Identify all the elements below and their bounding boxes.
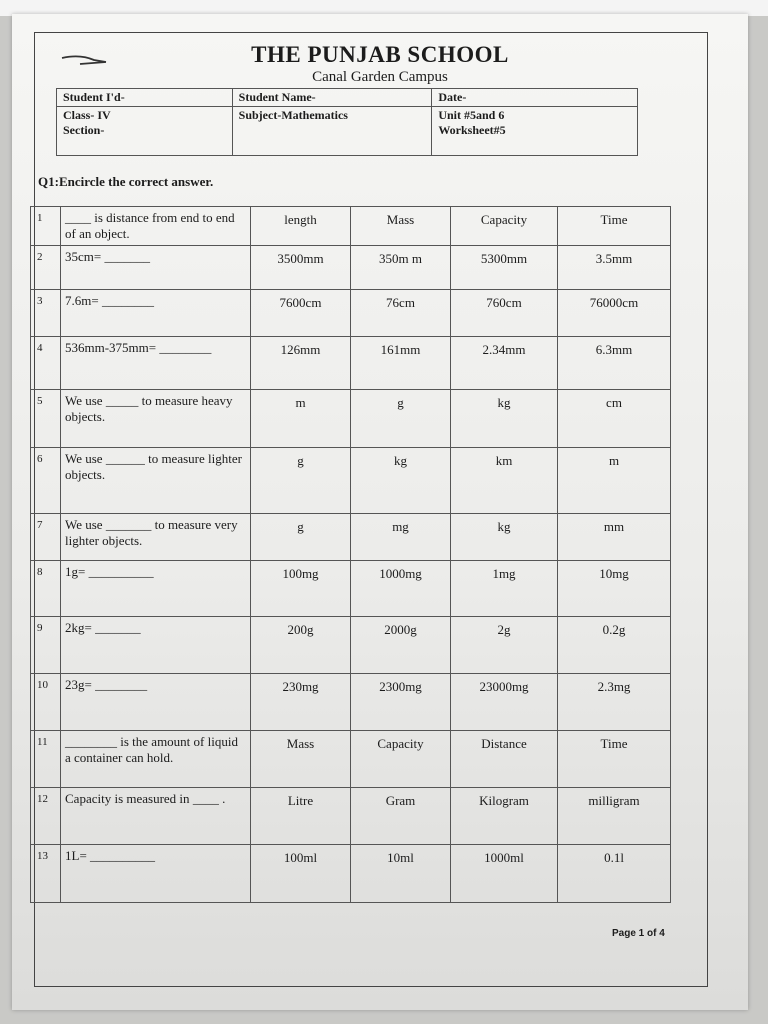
question-number: 13 [31,845,61,903]
question-number: 10 [31,674,61,731]
question-suffix: to measure very lighter objects. [65,517,238,548]
answer-blank: __________ [90,848,156,863]
answer-option-3[interactable]: 1mg [451,561,558,617]
answer-blank: ________ [95,677,148,692]
answer-option-2[interactable]: 10ml [351,845,451,903]
question-suffix: to measure heavy objects. [65,393,233,424]
answer-option-4[interactable]: m [558,448,671,514]
question-text [61,731,251,788]
question-prefix: 2kg= [65,620,92,635]
question-suffix: . [222,791,226,806]
student-name-field: Student Name- [232,89,432,107]
campus-name: Canal Garden Campus [312,69,448,85]
answer-option-1[interactable]: Litre [251,788,351,845]
student-id-field: Student I'd- [57,89,233,107]
question-prefix: We use [65,451,103,466]
question-number: 8 [31,561,61,617]
answer-option-2[interactable]: mg [351,514,451,561]
answer-option-2[interactable]: Capacity [351,731,451,788]
answer-option-1[interactable]: m [251,390,351,448]
answer-option-2[interactable]: 2300mg [351,674,451,731]
subject-field: Subject-Mathematics [232,107,432,156]
answer-option-1[interactable]: 7600cm [251,290,351,337]
question-row [31,674,671,731]
answer-blank: ________ [159,340,212,355]
question-prefix: 7.6m= [65,293,99,308]
question-text [61,246,251,290]
answer-option-3[interactable]: Capacity [451,207,558,246]
question-text [61,788,251,845]
answer-option-4[interactable]: cm [558,390,671,448]
answer-option-1[interactable]: g [251,448,351,514]
answer-option-2[interactable]: 161mm [351,337,451,390]
question-prefix: 536mm-375mm= [65,340,157,355]
school-title: THE PUNJAB SCHOOL [251,42,509,67]
date-field: Date- [432,89,638,107]
class-field: Class- IV [63,108,111,122]
question-prefix: Capacity is measured in [65,791,190,806]
answer-option-3[interactable]: 2.34mm [451,337,558,390]
answer-option-3[interactable]: Kilogram [451,788,558,845]
answer-option-3[interactable]: 5300mm [451,246,558,290]
question-row [31,514,671,561]
answer-option-3[interactable]: kg [451,390,558,448]
question-prefix: 1L= [65,848,87,863]
question-suffix: to measure lighter objects. [65,451,242,482]
answer-option-3[interactable]: 760cm [451,290,558,337]
answer-option-4[interactable]: 3.5mm [558,246,671,290]
answer-blank: ____ [65,210,91,225]
answer-option-4[interactable]: 10mg [558,561,671,617]
answer-option-1[interactable]: 230mg [251,674,351,731]
answer-option-3[interactable]: 1000ml [451,845,558,903]
question-row [31,290,671,337]
answer-option-2[interactable]: 76cm [351,290,451,337]
question-prefix: 23g= [65,677,92,692]
question-text [61,617,251,674]
answer-blank: ________ [65,734,117,749]
question-row [31,731,671,788]
answer-option-4[interactable]: mm [558,514,671,561]
answer-option-3[interactable]: 2g [451,617,558,674]
answer-option-2[interactable]: Mass [351,207,451,246]
question-text [61,448,251,514]
question-text [61,290,251,337]
answer-blank: ________ [101,293,154,308]
question-text [61,337,251,390]
question-number: 1 [31,207,61,246]
question-prefix: We use [65,393,103,408]
answer-option-1[interactable]: g [251,514,351,561]
question-number: 11 [31,731,61,788]
answer-blank: ______ [105,451,145,466]
question-suffix: is the amount of liquid a container can hold. [65,734,238,765]
question-text [61,390,251,448]
question-number: 9 [31,617,61,674]
question-row [31,390,671,448]
answer-option-3[interactable]: Distance [451,731,558,788]
question-heading: Q1:Encircle the correct answer. [38,174,214,189]
answer-option-3[interactable]: kg [451,514,558,561]
answer-option-2[interactable]: 350m m [351,246,451,290]
question-row [31,448,671,514]
answer-option-1[interactable]: length [251,207,351,246]
answer-blank: _______ [105,517,152,532]
question-number: 6 [31,448,61,514]
answer-blank: _______ [104,249,150,264]
answer-option-1[interactable]: 126mm [251,337,351,390]
question-number: 5 [31,390,61,448]
section-field: Section- [63,123,105,137]
question-number: 12 [31,788,61,845]
class-section-cell [57,107,233,156]
answer-option-2[interactable]: g [351,390,451,448]
question-row [31,561,671,617]
question-prefix: 1g= [65,564,86,579]
answer-option-4[interactable]: 6.3mm [558,337,671,390]
question-row [31,207,671,246]
question-text [61,561,251,617]
question-row [31,246,671,290]
answer-option-4[interactable]: 0.1l [558,845,671,903]
answer-option-1[interactable]: 100mg [251,561,351,617]
answer-option-1[interactable]: 100ml [251,845,351,903]
answer-option-4[interactable]: Time [558,731,671,788]
question-number: 4 [31,337,61,390]
question-row [31,788,671,845]
answer-option-4[interactable]: 76000cm [558,290,671,337]
unit-field: Unit #5and 6 [438,108,505,122]
answer-option-1[interactable]: 3500mm [251,246,351,290]
question-row [31,617,671,674]
unit-worksheet-cell [432,107,638,156]
student-info-table [56,88,638,156]
question-text [61,674,251,731]
answer-option-2[interactable]: kg [351,448,451,514]
question-text [61,514,251,561]
question-row [31,337,671,390]
worksheet-page [12,14,748,1010]
answer-option-3[interactable]: km [451,448,558,514]
question-row [31,845,671,903]
answer-option-4[interactable]: Time [558,207,671,246]
answer-option-4[interactable]: 2.3mg [558,674,671,731]
answer-blank: _______ [95,620,141,635]
question-number: 2 [31,246,61,290]
question-prefix: 35cm= [65,249,102,264]
answer-option-2[interactable]: 1000mg [351,561,451,617]
question-suffix: is distance from end to end of an object. [65,210,235,241]
answer-blank: __________ [88,564,154,579]
page-number: Page 1 of 4 [612,928,665,939]
answer-option-4[interactable]: 0.2g [558,617,671,674]
answer-blank: ____ [192,791,219,806]
answer-option-1[interactable]: Mass [251,731,351,788]
answer-table [30,206,671,903]
answer-blank: _____ [105,393,139,408]
question-prefix: We use [65,517,103,532]
answer-option-2[interactable]: 2000g [351,617,451,674]
question-text [61,207,251,246]
answer-option-1[interactable]: 200g [251,617,351,674]
question-number: 7 [31,514,61,561]
question-text [61,845,251,903]
answer-option-3[interactable]: 23000mg [451,674,558,731]
question-number: 3 [31,290,61,337]
answer-option-4[interactable]: milligram [558,788,671,845]
worksheet-field: Worksheet#5 [438,123,506,137]
answer-option-2[interactable]: Gram [351,788,451,845]
